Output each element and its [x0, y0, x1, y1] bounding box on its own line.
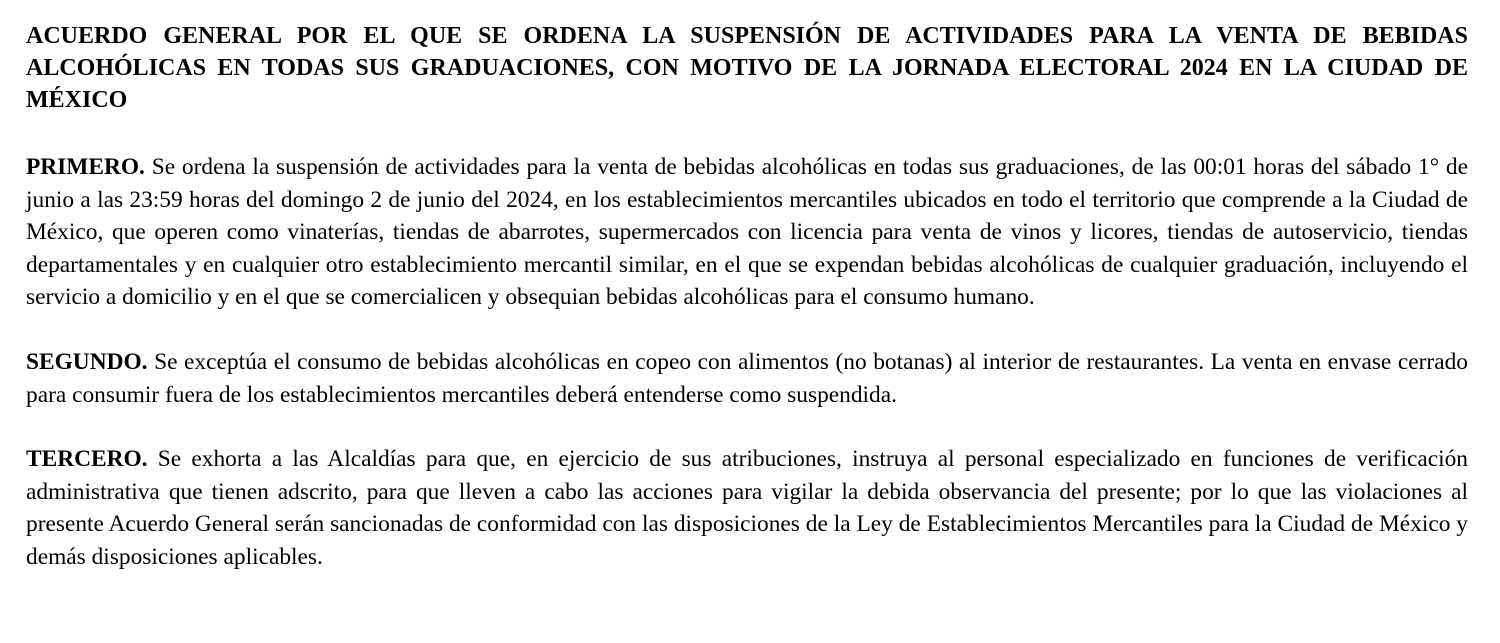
clause-text: Se ordena la suspensión de actividades para la venta de bebidas alcohólicas en todas sus graduaciones, de las 00:01 horas del sábado 1° de junio a las 23:59 horas del domingo 2 de junio del 2024, en los establecimientos mercantiles ubicados en todo el territorio que comprende a la Ciudad de México, que operen como vinaterías, tiendas de abarrotes, supermercados con licencia para venta de vinos y licores, tiendas de autoservicio, tiendas departamentales y en cualquier otro establecimiento mercantil similar, en el que se expendan bebidas alcohólicas de cualquier graduación, incluyendo el servicio a domicilio y en el que se comercialicen y obsequian bebidas alcohólicas para el consumo humano.	[26, 154, 1468, 311]
clause-primero	[26, 151, 1468, 314]
clause-label: TERCERO.	[26, 446, 148, 473]
document-title: ACUERDO GENERAL POR EL QUE SE ORDENA LA SUSPENSIÓN DE ACTIVIDADES PARA LA VENTA DE BEBIDAS ALCOHÓLICAS EN TODAS SUS GRADUACIONES, CON MOTIVO DE LA JORNADA ELECTORAL 2024 EN LA CIUDAD DE MÉXICO	[26, 23, 1468, 113]
clause-text: Se exhorta a las Alcaldías para que, en ejercicio de sus atribuciones, instruya al personal especializado en funciones de verificación administrativa que tienen adscrito, para que lleven a cabo las acciones para vigilar la debida observancia del presente; por lo que las violaciones al presente Acuerdo General serán sancionadas de conformidad con las disposiciones de la Ley de Establecimientos Mercantiles para la Ciudad de México y demás disposiciones aplicables.	[26, 446, 1468, 570]
clause-label: SEGUNDO.	[26, 348, 148, 375]
clause-label: PRIMERO.	[26, 154, 145, 180]
clause-segundo	[26, 346, 1468, 411]
clause-tercero	[26, 443, 1468, 573]
clause-text: Se exceptúa el consumo de bebidas alcohólicas en copeo con alimentos (no botanas) al interior de restaurantes. La venta en envase cerrado para consumir fuera de los establecimientos mercantiles deberá entenderse como suspendida.	[26, 348, 1468, 408]
document-body	[26, 20, 1468, 574]
